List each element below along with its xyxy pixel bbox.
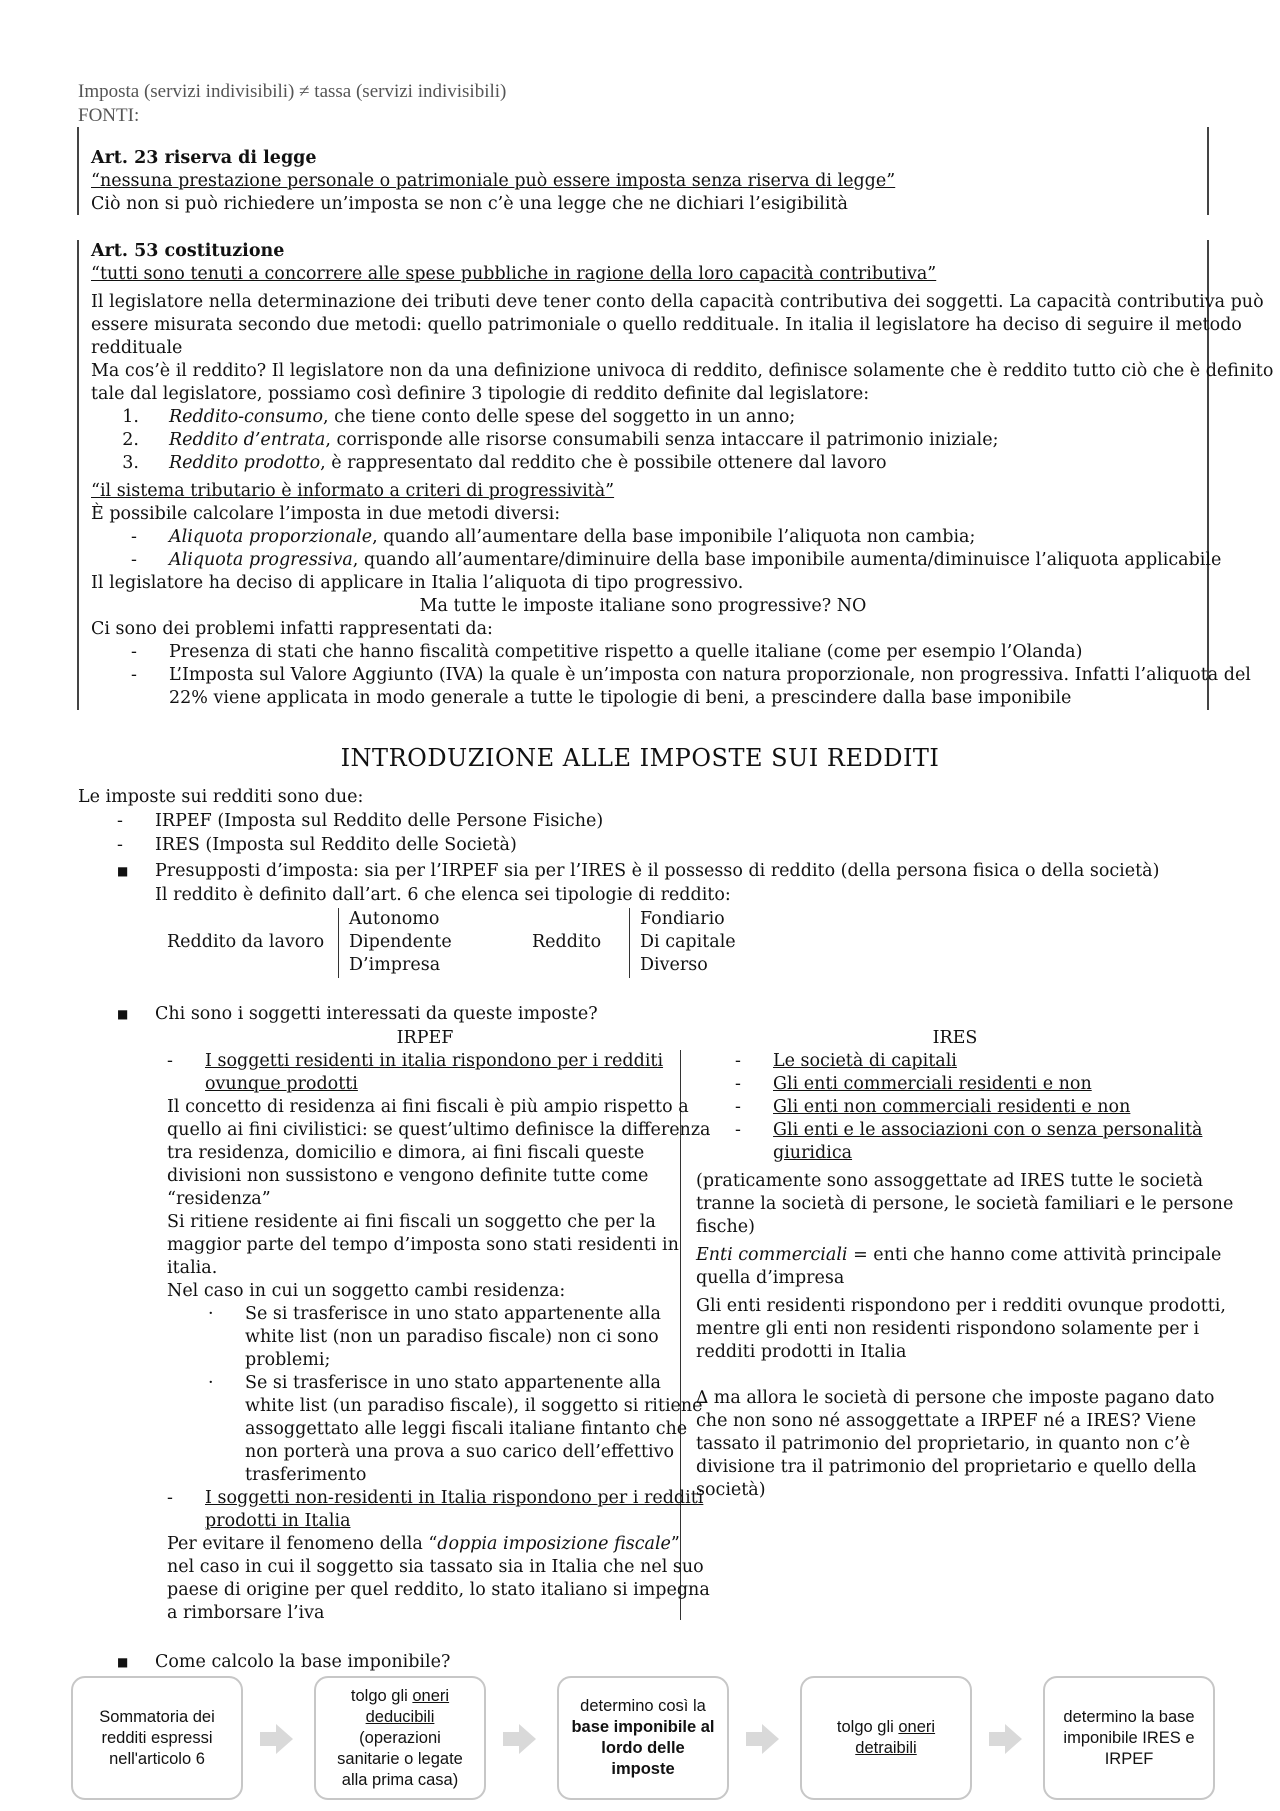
irpef-p1-line: maggior parte del tempo d’imposta sono stati residenti in (167, 1235, 679, 1255)
table-right-item: Diverso (640, 955, 708, 975)
ires-item-cont: giuridica (773, 1143, 853, 1163)
irpef-heading: IRPEF (396, 1028, 454, 1048)
irpef-p1-line: italia. (167, 1258, 218, 1278)
dash-bullet: - (167, 1488, 173, 1508)
irpef-b2-line: prodotti in Italia (205, 1511, 351, 1531)
irpef-p2-first: Per evitare il fenomeno della “doppia imposizione fiscale” (167, 1534, 680, 1554)
arrow-right-icon (746, 1722, 780, 1756)
section-title: INTRODUZIONE ALLE IMPOSTE SUI REDDITI (340, 744, 940, 772)
irpef-p1-line: “residenza” (167, 1189, 271, 1209)
art53-title: Art. 53 costituzione (91, 241, 285, 261)
table-divider (629, 908, 630, 978)
list-number: 2. (122, 430, 139, 450)
aliquota-item: Aliquota progressiva, quando all’aumentare/diminuire della base imponibile aumenta/diminuisce l’aliquota applicabile (169, 550, 1222, 570)
flow-box-oneri-detraibili: tolgo gli oneri detraibili (800, 1676, 972, 1800)
reddito-type-item: Reddito-consumo, che tiene conto delle spese del soggetto in un anno; (169, 407, 796, 427)
irpef-s2-line: non porterà una prova a suo carico dell’effettivo (245, 1442, 675, 1462)
art53-box (77, 240, 1274, 710)
presupposti-text: Presupposti d’imposta: sia per l’IRPEF sia per l’IRES è il possesso di reddito (della persona fisica o della società) (155, 861, 1160, 881)
square-bullet: ■ (117, 1655, 129, 1669)
enti-commerciali-def: Enti commerciali = enti che hanno come attività principale (696, 1245, 1222, 1265)
irpef-p1-line: tra residenza, domicilio e dimora, ai fini fiscali queste (167, 1143, 645, 1163)
aliquota-item: Aliquota proporzionale, quando all’aumentare della base imponibile l’aliquota non cambia; (169, 527, 976, 547)
reddito-type-item: Reddito prodotto, è rappresentato dal reddito che è possibile ottenere dal lavoro (169, 453, 887, 473)
dash-bullet: - (735, 1120, 741, 1140)
ires-heading: IRES (932, 1028, 978, 1048)
dash-bullet: - (735, 1097, 741, 1117)
square-bullet: ■ (117, 864, 129, 878)
ires-p1-line: (praticamente sono assoggettate ad IRES tutte le società (696, 1171, 1204, 1191)
irpef-p1-line: Nel caso in cui un soggetto cambi residenza: (167, 1281, 566, 1301)
list-number: 1. (122, 407, 139, 427)
ires-p2-line: mentre gli enti non residenti rispondono solamente per i (696, 1319, 1200, 1339)
art53-quote: “tutti sono tenuti a concorrere alle spese pubbliche in ragione della loro capacità contributiva” (91, 264, 937, 284)
arrow-right-icon (503, 1722, 537, 1756)
header-line-1: Imposta (servizi indivisibili) ≠ tassa (servizi indivisibili) (78, 81, 507, 102)
art53-p5: Ci sono dei problemi infatti rappresentati da: (91, 619, 493, 639)
art23-box (77, 127, 1209, 215)
dash-bullet: - (117, 835, 123, 855)
dash-bullet: - (131, 550, 137, 570)
irpef-s2-line: Se si trasferisce in uno stato appartenente alla (245, 1373, 661, 1393)
table-left-item: Dipendente (349, 932, 452, 952)
list-number: 3. (122, 453, 139, 473)
square-bullet: ■ (117, 1007, 129, 1021)
irpef-b2-line: I soggetti non-residenti in Italia rispondono per i redditi (205, 1488, 704, 1508)
flow-box-sommatoria: Sommatoria dei redditi espressi nell'articolo 6 (71, 1676, 243, 1800)
table-right-label: Reddito (532, 932, 602, 952)
irpef-p1-line: Il concetto di residenza ai fini fiscali è più ampio rispetto a (167, 1097, 689, 1117)
problem-item: Presenza di stati che hanno fiscalità competitive rispetto a quelle italiane (come per esempio l’Olanda) (169, 642, 1083, 662)
ires-p2-line: Gli enti residenti rispondono per i redditi ovunque prodotti, (696, 1296, 1226, 1316)
art23-title: Art. 23 riserva di legge (91, 148, 317, 168)
progressivita-quote: “il sistema tributario è informato a criteri di progressività” (91, 481, 615, 501)
table-right-item: Fondiario (640, 909, 725, 929)
irpef-b1-line: ovunque prodotti (205, 1074, 358, 1094)
dash-bullet: - (131, 527, 137, 547)
table-left-item: Autonomo (349, 909, 440, 929)
ires-p3-line: divisione tra il patrimonio del proprietario e quello della (696, 1457, 1197, 1477)
arrow-right-icon (260, 1722, 294, 1756)
problem-item: L’Imposta sul Valore Aggiunto (IVA) la quale è un’imposta con natura proporzionale, non progressiva. Infatti l’aliquota del (169, 665, 1251, 685)
tax-item: IRPEF (Imposta sul Reddito delle Persone Fisiche) (155, 811, 604, 831)
tax-item: IRES (Imposta sul Reddito delle Società) (155, 835, 517, 855)
art23-text: Ciò non si può richiedere un’imposta se non c’è una legge che ne dichiari l’esigibilità (91, 194, 848, 214)
art53-p1-line: essere misurata secondo due metodi: quello patrimoniale o quello reddituale. In italia il legislatore ha deciso di seguire il metodo (91, 315, 1242, 335)
problem-item: 22% viene applicata in modo generale a tutte le tipologie di beni, a prescindere dalla base imponibile (169, 688, 1072, 708)
soggetti-question: Chi sono i soggetti interessati da queste imposte? (155, 1004, 598, 1024)
art53-p2-line: Ma cos’è il reddito? Il legislatore non da una definizione univoca di reddito, definisce solamente che è reddito tutto ciò che è definito (91, 361, 1274, 381)
irpef-s2-line: white list (un paradiso fiscale), il soggetto si ritiene (245, 1396, 703, 1416)
base-question: Come calcolo la base imponibile? (155, 1652, 451, 1672)
irpef-p2-line: nel caso in cui il soggetto sia tassato sia in Italia che nel suo (167, 1557, 704, 1577)
dash-bullet: - (735, 1074, 741, 1094)
irpef-s2-line: trasferimento (245, 1465, 367, 1485)
dot-bullet: · (208, 1304, 214, 1324)
irpef-s1-line: white list (non un paradiso fiscale) non ci sono (245, 1327, 659, 1347)
dash-bullet: - (131, 665, 137, 685)
art53-p1-line: Il legislatore nella determinazione dei tributi deve tener conto della capacità contributiva dei soggetti. La capacità contributiva può (91, 292, 1264, 312)
flow-box-base-ires-irpef: determino la base imponibile IRES e IRPEF (1043, 1676, 1215, 1800)
reddito-type-item: Reddito d’entrata, corrisponde alle risorse consumabili senza intaccare il patrimonio iniziale; (169, 430, 999, 450)
ires-item: Gli enti e le associazioni con o senza personalità (773, 1120, 1203, 1140)
dash-bullet: - (117, 811, 123, 831)
dash-bullet: - (167, 1051, 173, 1071)
art23-quote: “nessuna prestazione personale o patrimoniale può essere imposta senza riserva di legge” (91, 171, 896, 191)
ires-item: Gli enti commerciali residenti e non (773, 1074, 1092, 1094)
ires-p3-line: tassato il patrimonio del proprietario, in quanto non c’è (696, 1434, 1191, 1454)
ires-p3-line: società) (696, 1480, 766, 1500)
ires-p3-line: che non sono né assoggettate a IRPEF né a IRES? Viene (696, 1411, 1197, 1431)
ires-p1-line: tranne la società di persone, le società familiari e le persone (696, 1194, 1234, 1214)
irpef-p1-line: quello ai fini civilistici: se quest’ultimo definisce la differenza (167, 1120, 711, 1140)
art53-p1-line: reddituale (91, 338, 183, 358)
table-divider (338, 908, 339, 978)
art53-p2-line: tale dal legislatore, possiamo così definire 3 tipologie di reddito definite dal legislatore: (91, 384, 870, 404)
ires-p1-line: fische) (696, 1217, 755, 1237)
art53-center: Ma tutte le imposte italiane sono progressive? NO (419, 596, 867, 616)
header-line-2: FONTI: (78, 105, 140, 126)
enti-commerciali-def-2: quella d’impresa (696, 1268, 845, 1288)
table-right-item: Di capitale (640, 932, 736, 952)
table-left-label: Reddito da lavoro (167, 932, 325, 952)
irpef-p1-line: Si ritiene residente ai fini fiscali un soggetto che per la (167, 1212, 656, 1232)
ires-p2-line: redditi prodotti in Italia (696, 1342, 907, 1362)
irpef-s2-line: assoggettato alle leggi fiscali italiane fintanto che (245, 1419, 688, 1439)
dash-bullet: - (131, 642, 137, 662)
irpef-b1-line: I soggetti residenti in italia rispondono per i redditi (205, 1051, 664, 1071)
art53-p4: Il legislatore ha deciso di applicare in Italia l’aliquota di tipo progressivo. (91, 573, 744, 593)
dot-bullet: · (208, 1373, 214, 1393)
irpef-p2-line: paese di origine per quel reddito, lo stato italiano si impegna (167, 1580, 710, 1600)
irpef-s1-line: Se si trasferisce in uno stato appartenente alla (245, 1304, 661, 1324)
ires-item: Le società di capitali (773, 1051, 957, 1071)
table-left-item: D’impresa (349, 955, 441, 975)
art6-text: Il reddito è definito dall’art. 6 che elenca sei tipologie di reddito: (155, 885, 731, 905)
irpef-s1-line: problemi; (245, 1350, 331, 1370)
arrow-right-icon (989, 1722, 1023, 1756)
ires-item: Gli enti non commerciali residenti e non (773, 1097, 1131, 1117)
irpef-p2-line: a rimborsare l’iva (167, 1603, 325, 1623)
ires-p3-line: ∆ ma allora le società di persone che imposte pagano dato (696, 1388, 1215, 1408)
irpef-p1-line: divisioni non sussistono e vengono definite tutte come (167, 1166, 649, 1186)
flow-box-base-lordo: determino così la base imponibile al lordo delle imposte (557, 1676, 729, 1800)
section-intro: Le imposte sui redditi sono due: (78, 787, 364, 807)
art53-p3: È possibile calcolare l’imposta in due metodi diversi: (91, 504, 561, 524)
dash-bullet: - (735, 1051, 741, 1071)
flow-box-oneri-deducibili: tolgo gli oneri deducibili (operazioni sanitarie o legate alla prima casa) (314, 1676, 486, 1800)
